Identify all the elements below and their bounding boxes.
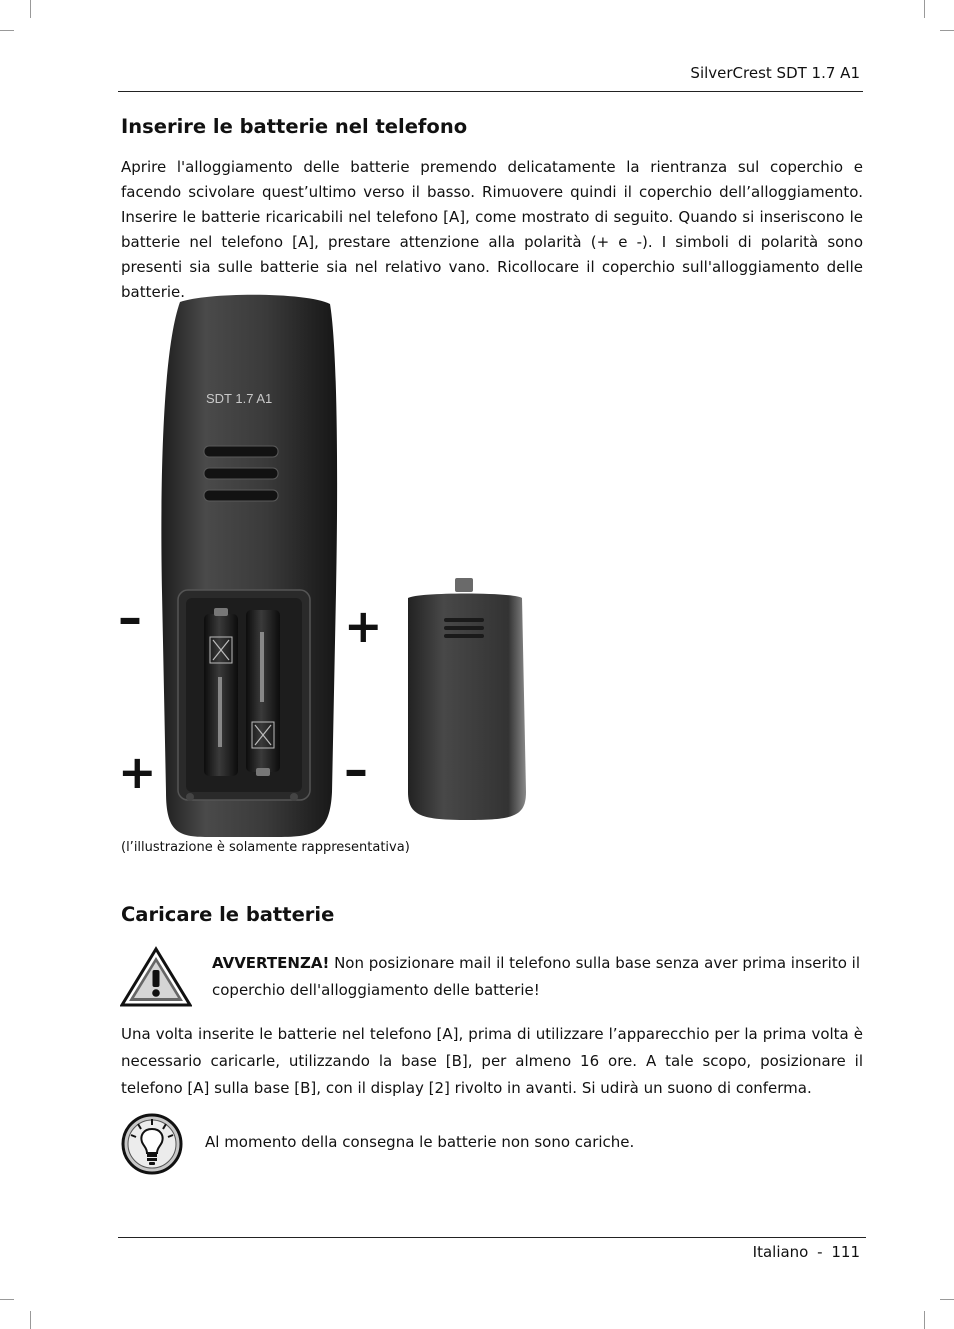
header-rule <box>118 91 863 92</box>
speaker-slot <box>204 446 278 457</box>
crop-mark <box>924 1311 925 1329</box>
warning-note <box>120 946 865 1008</box>
footer-rule <box>118 1237 866 1238</box>
battery-cover <box>408 578 526 820</box>
warning-body: Non posizionare mail il telefono sulla base senza aver prima inserito il coperchio dell'alloggiamento delle batterie! <box>212 954 860 999</box>
device-model-label: SDT 1.7 A1 <box>206 391 273 406</box>
crop-mark <box>0 1299 14 1300</box>
lightbulb-icon <box>120 1113 184 1175</box>
battery-right <box>246 610 280 776</box>
polarity-minus-right: – <box>344 742 368 798</box>
phone-back <box>161 295 337 837</box>
crop-mark <box>940 1299 954 1300</box>
figure-caption: (l’illustrazione è solamente rappresentativa) <box>121 840 410 855</box>
header-product: SilverCrest SDT 1.7 A1 <box>690 64 860 82</box>
section-title-charge-batteries: Caricare le batterie <box>121 903 335 926</box>
speaker-slot <box>204 468 278 479</box>
speaker-slot <box>204 490 278 501</box>
footer-page <box>753 1243 860 1261</box>
page-number: 111 <box>831 1243 860 1261</box>
polarity-plus-right: + <box>344 599 383 653</box>
warning-label: AVVERTENZA! <box>212 954 330 972</box>
crop-mark <box>0 30 14 31</box>
tip-text: Al momento della consegna le batterie non sono cariche. <box>205 1133 635 1151</box>
polarity-minus-left: – <box>118 590 142 646</box>
crop-mark <box>924 0 925 18</box>
crop-mark <box>30 1311 31 1329</box>
battery-left <box>204 608 238 776</box>
section-title-insert-batteries: Inserire le batterie nel telefono <box>121 115 468 138</box>
crop-mark <box>30 0 31 18</box>
footer-separator: - <box>817 1243 823 1261</box>
warning-triangle-icon <box>120 946 192 1008</box>
insert-batteries-text: Aprire l'alloggiamento delle batterie premendo delicatamente la rientranza sul coperchio e facendo scivolare quest’ultimo verso il basso. Rimuovere quindi il coperchio dell’alloggiamento. Inserire le batterie ricaricabili nel telefono [A], come mostrato di seguito. Quando si inseriscono le batterie nel telefono [A], prestare attenzione alla polarità (+ e -). I simboli di polarità sono presenti sia sulle batterie sia nel relativo vano. Ricollocare il coperchio sull'alloggiamento delle batterie. <box>121 158 863 301</box>
crop-mark <box>940 30 954 31</box>
charge-batteries-text: Una volta inserite le batterie nel telefono [A], prima di utilizzare l’apparecchio per la prima volta è necessario caricarle, utilizzando la base [B], per almeno 16 ore. A tale scopo, posizionare il telefono [A] sulla base [B], con il display [2] rivolto in avanti. Si udirà un suono di conferma. <box>121 1025 863 1097</box>
footer-language: Italiano <box>752 1243 809 1261</box>
battery-insertion-photo <box>118 292 538 837</box>
warning-text <box>212 950 862 1004</box>
polarity-plus-left: + <box>118 745 157 799</box>
